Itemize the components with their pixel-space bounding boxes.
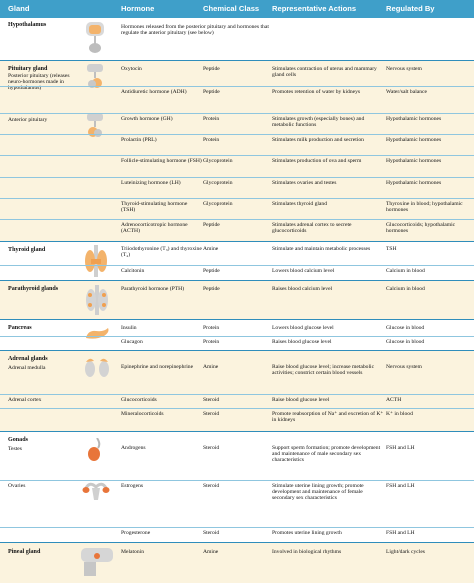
table-row [0, 549, 474, 561]
hormone-cell: Glucagon [121, 339, 143, 345]
class-cell: Glycoprotein [203, 180, 233, 186]
section-hypothalamus [0, 18, 474, 61]
hormone-cell: Prolactin (PRL) [121, 137, 157, 143]
hormone-cell: Thyroid-stimulating hormone (TSH) [121, 201, 188, 214]
section-pineal [0, 543, 474, 583]
regulation-cell: Water/salt balance [386, 89, 428, 95]
gland-name: Pineal gland [8, 549, 41, 555]
table-row [0, 325, 474, 336]
class-cell: Steroid [203, 530, 220, 536]
table-row [0, 246, 474, 264]
class-cell: Glycoprotein [203, 158, 233, 164]
class-cell: Steroid [203, 397, 220, 403]
section-parathyroid [0, 281, 474, 320]
table-row [0, 66, 474, 84]
action-cell: Stimulates milk production and secretion [272, 137, 364, 143]
table-row [0, 527, 474, 541]
table-row [0, 286, 474, 304]
class-cell: Protein [203, 116, 220, 122]
hormone-cell: Androgens [121, 445, 146, 451]
table-row [0, 408, 474, 429]
action-cell: Stimulates production of ova and sperm [272, 158, 362, 164]
action-cell: Raise blood glucose level [272, 397, 330, 403]
action-cell: Stimulate uterine lining growth; promote development and maintenance of female secondary sex characteristics [272, 483, 364, 502]
regulation-cell: FSH and LH [386, 530, 415, 536]
hormone-cell: Antidiuretic hormone (ADH) [121, 89, 187, 95]
hormone-cell: Growth hormone (GH) [121, 116, 173, 122]
regulation-cell: K⁺ in blood [386, 411, 413, 417]
adrenal-medulla-label: Adrenal medulla [8, 365, 46, 371]
class-cell: Amine [203, 549, 219, 555]
table-row [0, 336, 474, 349]
class-cell: Amine [203, 364, 219, 370]
section-thyroid [0, 242, 474, 281]
regulation-cell: Calcium in blood [386, 286, 425, 292]
action-cell: Lowers blood glucose level [272, 325, 334, 331]
table-row [0, 177, 474, 198]
class-cell: Protein [203, 339, 220, 345]
section-adrenal [0, 351, 474, 432]
regulation-cell: ACTH [386, 397, 402, 403]
section-pituitary [0, 61, 474, 242]
gland-name: Hypothalamus [8, 22, 47, 28]
class-cell: Steroid [203, 411, 220, 417]
action-cell: Stimulates thyroid gland [272, 201, 328, 207]
table-row [0, 155, 474, 176]
regulation-cell: Calcium in blood [386, 268, 425, 274]
testes-label: Testes [8, 446, 22, 452]
hormone-cell: Luteinizing hormone (LH) [121, 180, 181, 186]
posterior-pituitary-label: Posterior pituitary (releases neuro-hormones made in hypothalamus) [8, 73, 70, 92]
header-actions: Representative Actions [272, 4, 357, 13]
action-cell: Promotes retention of water by kidneys [272, 89, 361, 95]
table-row [0, 198, 474, 219]
regulation-cell: Hypothalamic hormones [386, 158, 442, 164]
action-cell: Raise blood glucose level; increase metabolic activities; constrict certain blood vessels [272, 364, 375, 377]
action-cell: Lowers blood calcium level [272, 268, 335, 274]
class-cell: Peptide [203, 222, 220, 228]
header-regulated-by: Regulated By [386, 4, 435, 13]
table-row [0, 364, 474, 392]
header-gland: Gland [8, 4, 30, 13]
regulation-cell: Hypothalamic hormones [386, 116, 442, 122]
class-cell: Protein [203, 325, 220, 331]
table-row [0, 219, 474, 240]
class-cell: Steroid [203, 483, 220, 489]
hormone-cell: Parathyroid hormone (PTH) [121, 286, 185, 292]
action-cell: Stimulates ovaries and testes [272, 180, 337, 186]
class-cell: Peptide [203, 66, 220, 72]
class-cell: Peptide [203, 268, 220, 274]
ovaries-label: Ovaries [8, 483, 26, 489]
action-cell: Stimulates adrenal cortex to secrete glucocorticoids [272, 222, 352, 235]
gland-name: Adrenal glands [8, 356, 48, 362]
regulation-cell: Light/dark cycles [386, 549, 425, 555]
action-cell: Raises blood calcium level [272, 286, 333, 292]
table-row [0, 113, 474, 134]
table-row [0, 134, 474, 155]
adrenal-cortex-label: Adrenal cortex [8, 397, 42, 403]
class-cell: Amine [203, 246, 219, 252]
table-row [0, 394, 474, 408]
hormone-cell: Follicle-stimulating hormone (FSH) [121, 158, 202, 164]
action-cell: Involved in biological rhythms [272, 549, 342, 555]
action-cell: Stimulate and maintain metabolic processes [272, 246, 371, 252]
gland-name: Pancreas [8, 325, 32, 331]
action-cell: Stimulates growth (especially bones) and metabolic functions [272, 116, 365, 129]
action-cell: Raises blood glucose level [272, 339, 332, 345]
regulation-cell: Glucocorticoids; hypothalamic hormones [386, 222, 456, 235]
anterior-pituitary-label: Anterior pituitary [8, 117, 48, 123]
section-pancreas [0, 320, 474, 351]
class-cell: Glycoprotein [203, 201, 233, 207]
hormone-cell: Adrenocorticotropic hormone (ACTH) [121, 222, 188, 235]
regulation-cell: Glucose in blood [386, 325, 425, 331]
gland-name: Pituitary gland [8, 66, 48, 72]
table-row [0, 86, 474, 109]
regulation-cell: TSH [386, 246, 397, 252]
hormone-cell: Triiodothyronine (T₃) and thyroxine (T₄) [121, 246, 202, 259]
regulation-cell: FSH and LH [386, 483, 415, 489]
hypothalamus-note: Hormones released from the posterior pituitary and hormones that regulate the anterior pituitary (see below) [121, 24, 269, 37]
hypothalamus-icon [84, 22, 106, 56]
action-cell: Promote reabsorption of Na⁺ and excretion of K⁺ in kidneys [272, 411, 384, 424]
table-header [0, 0, 474, 18]
action-cell: Stimulates contraction of uterus and mammary gland cells [272, 66, 377, 79]
class-cell: Steroid [203, 445, 220, 451]
gland-name: Thyroid gland [8, 247, 46, 253]
regulation-cell: Thyroxine in blood; hypothalamic hormones [386, 201, 463, 214]
hormone-cell: Estrogens [121, 483, 144, 489]
action-cell: Support sperm formation; promote development and maintenance of male secondary sex characteristics [272, 445, 381, 464]
class-cell: Protein [203, 137, 220, 143]
table-row [0, 445, 474, 479]
table-row [0, 265, 474, 279]
hormone-cell: Oxytocin [121, 66, 142, 72]
regulation-cell: Hypothalamic hormones [386, 137, 442, 143]
class-cell: Peptide [203, 89, 220, 95]
regulation-cell: Nervous system [386, 364, 422, 370]
header-chemical-class: Chemical Class [203, 4, 260, 13]
regulation-cell: Hypothalamic hormones [386, 180, 442, 186]
hormone-cell: Glucocorticoids [121, 397, 157, 403]
gland-name: Gonads [8, 437, 28, 443]
regulation-cell: FSH and LH [386, 445, 415, 451]
table-row [0, 480, 474, 525]
header-hormone: Hormone [121, 4, 155, 13]
class-cell: Peptide [203, 286, 220, 292]
gland-name: Parathyroid glands [8, 286, 59, 292]
section-gonads [0, 432, 474, 543]
hormone-cell: Melatonin [121, 549, 144, 555]
hormone-cell: Mineralocorticoids [121, 411, 164, 417]
regulation-cell: Glucose in blood [386, 339, 425, 345]
regulation-cell: Nervous system [386, 66, 422, 72]
hormone-cell: Insulin [121, 325, 137, 331]
hormone-cell: Calcitonin [121, 268, 145, 274]
hormone-cell: Epinephrine and norepinephrine [121, 364, 194, 370]
hormone-cell: Progesterone [121, 530, 151, 536]
action-cell: Promotes uterine lining growth [272, 530, 342, 536]
